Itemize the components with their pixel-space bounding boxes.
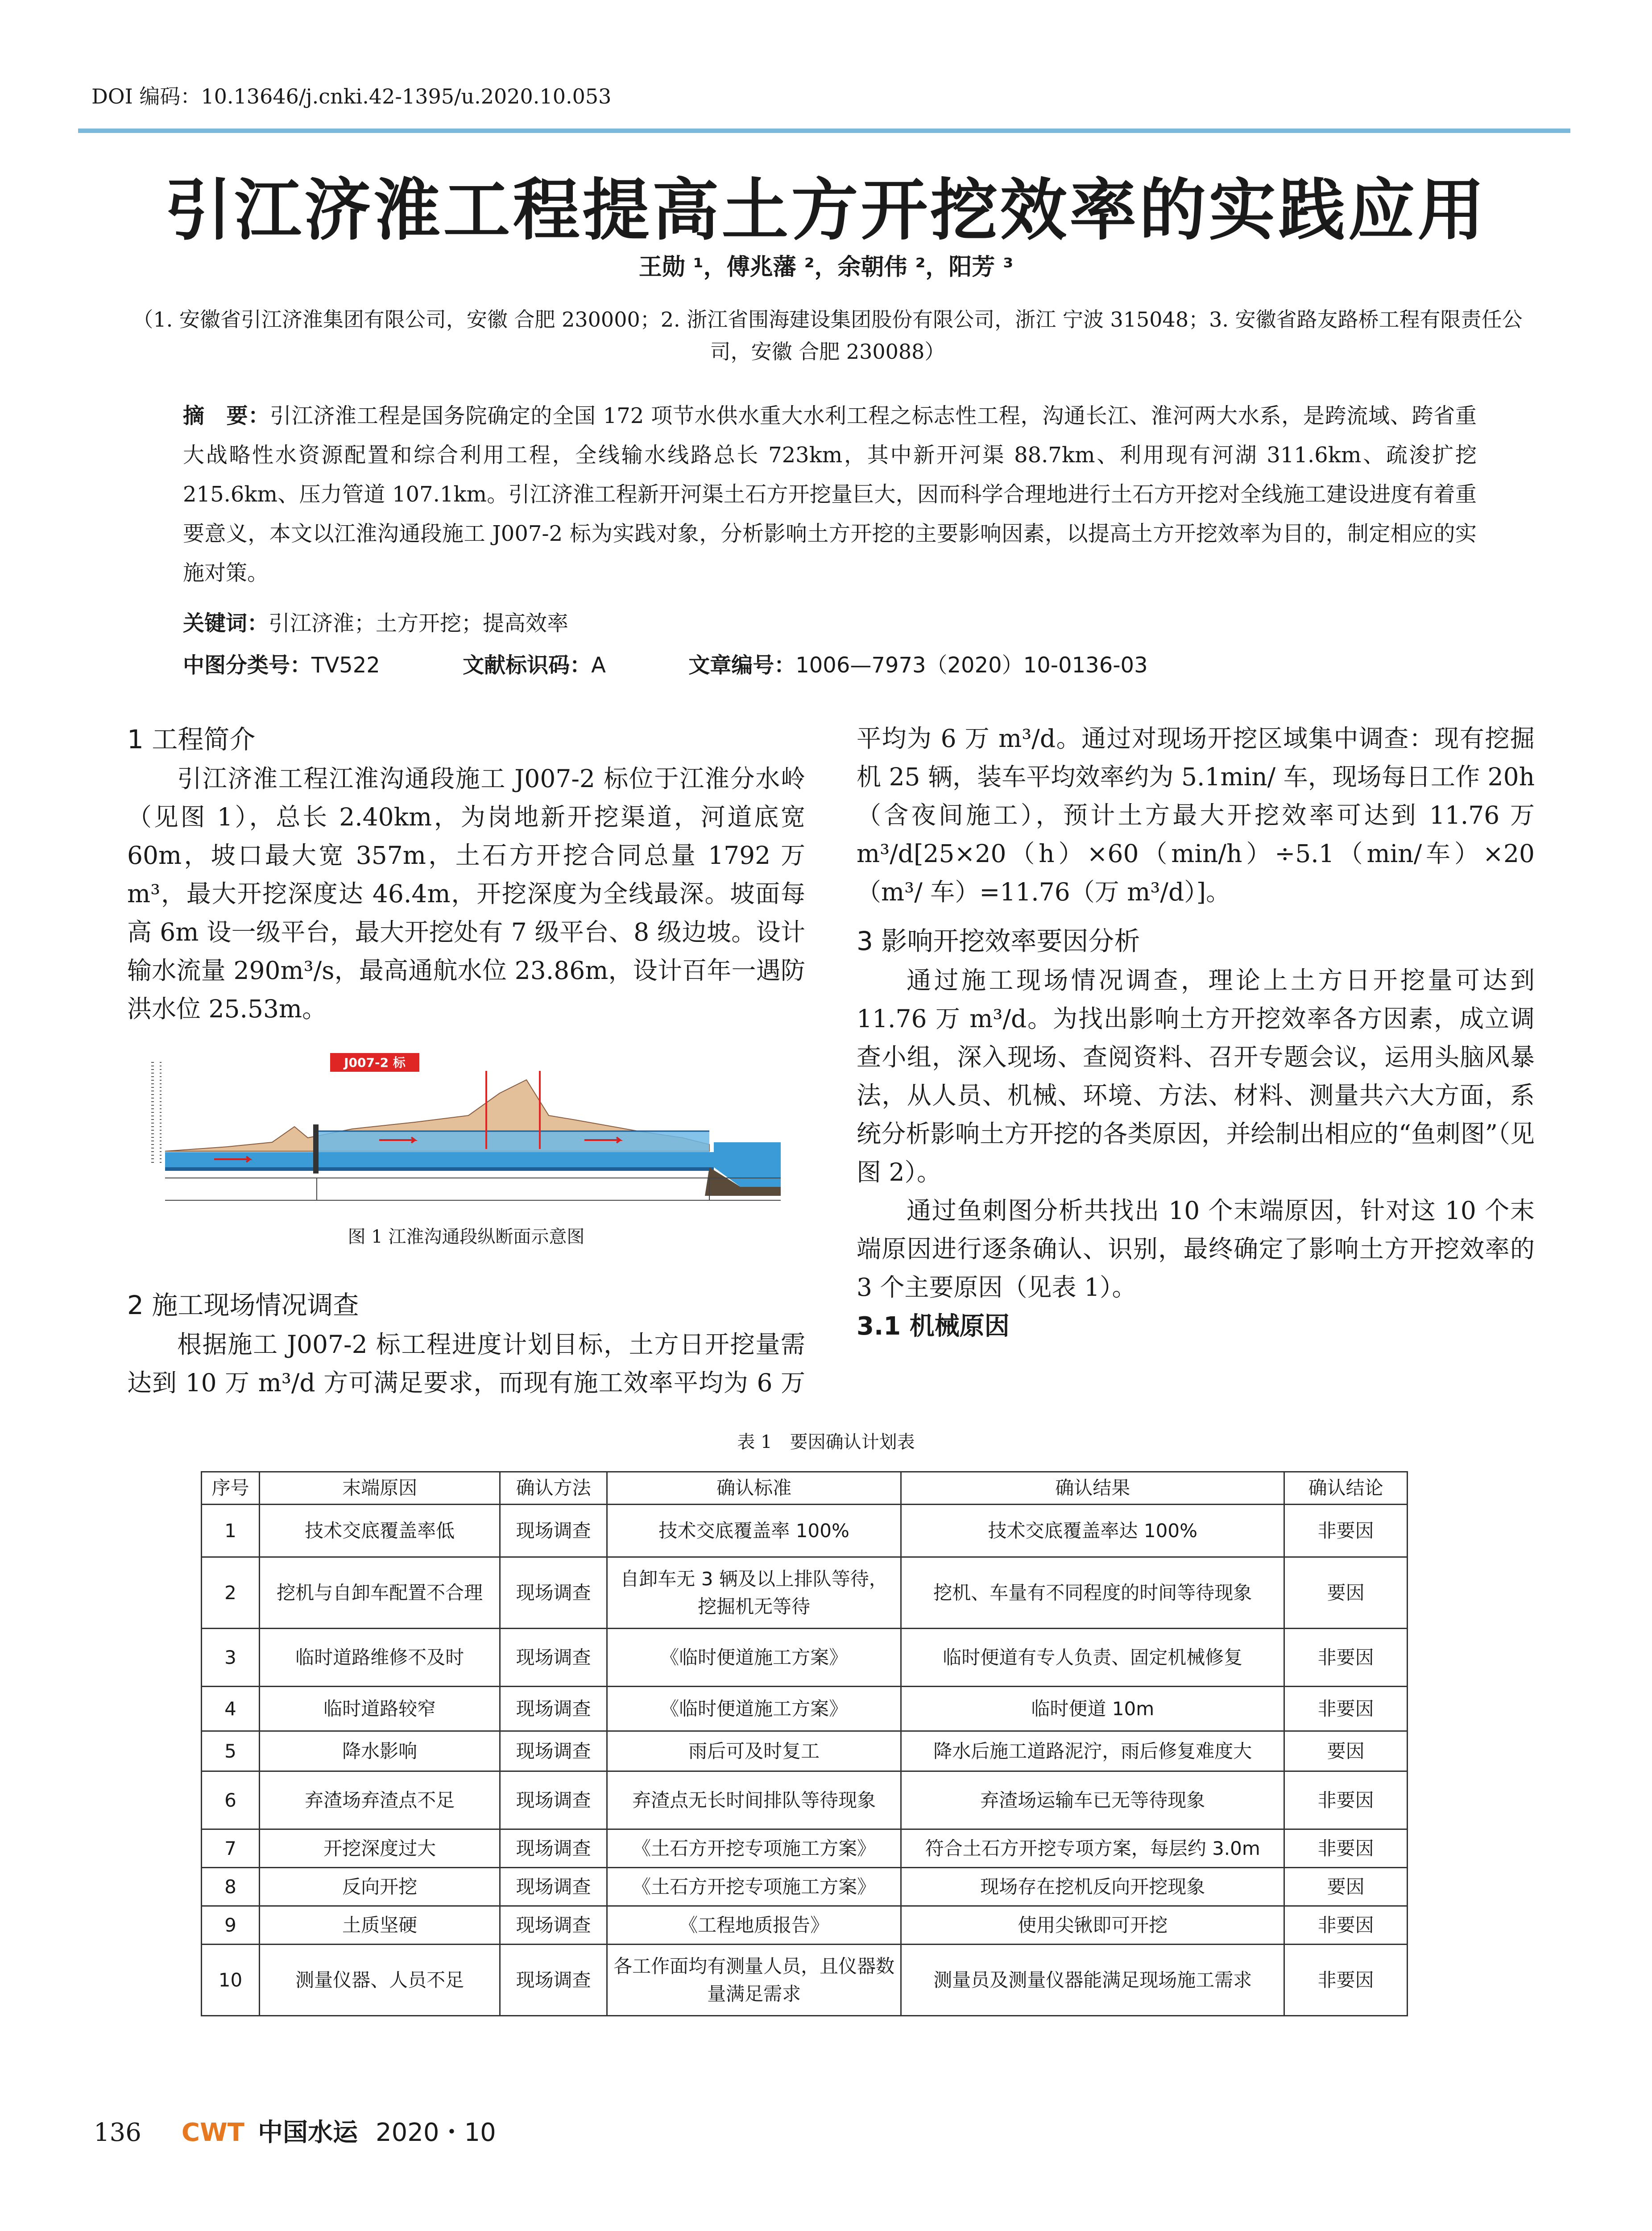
- figure-1-tag: J007-2 标: [344, 1055, 406, 1070]
- right-column: [857, 719, 1535, 1347]
- section-2-paragraph: 根据施工 J007-2 标工程进度计划目标，土方日开挖量需达到 10 万 m³/d 方可满足要求，而现有施工效率平均为 6 万: [127, 1330, 805, 1397]
- th-method: 确认方法: [500, 1472, 607, 1505]
- cell: 临时便道 10m: [901, 1687, 1284, 1731]
- table-row: [202, 1687, 1408, 1731]
- brand-logo: CWT: [181, 2118, 244, 2147]
- article-title: 引江济淮工程提高土方开挖效率的实践应用: [165, 171, 1487, 249]
- article-number-label: 文章编号：: [688, 653, 796, 678]
- cell: 自卸车无 3 辆及以上排队等待，挖掘机无等待: [607, 1557, 901, 1629]
- cell: 非要因: [1284, 1687, 1408, 1731]
- table-1-caption: 表 1 要因确认计划表: [737, 1432, 915, 1452]
- table-row: [202, 1629, 1408, 1687]
- cell: 测量员及测量仪器能满足现场施工需求: [901, 1945, 1284, 2016]
- cell: 8: [202, 1868, 260, 1906]
- cell: 要因: [1284, 1557, 1408, 1629]
- cell: 4: [202, 1687, 260, 1731]
- cell: 雨后可及时复工: [607, 1731, 901, 1771]
- section-2-continuation: 平均为 6 万 m³/d。通过对现场开挖区域集中调查：现有挖掘机 25 辆，装车平均效率约为 5.1min/ 车，现场每日工作 20h（含夜间施工），预计土方最大开挖效率可达到 11.76 万 m³/d[25×20（h）×60（min/h）÷5.1（min/车）×20（m³/ 车）=11.76（万 m³/d）]。: [857, 724, 1535, 906]
- cell: 非要因: [1284, 1505, 1408, 1557]
- cell: 降水后施工道路泥泞，雨后修复难度大: [901, 1731, 1284, 1771]
- cell: 现场调查: [500, 1945, 607, 2016]
- cell: 现场调查: [500, 1731, 607, 1771]
- cell: 符合土石方开挖专项方案，每层约 3.0m: [901, 1829, 1284, 1868]
- table-row: [202, 1906, 1408, 1945]
- figure-1-caption: 图 1 江淮沟通段纵断面示意图: [348, 1227, 585, 1247]
- cell: 《工程地质报告》: [607, 1906, 901, 1945]
- cell: 非要因: [1284, 1629, 1408, 1687]
- th-result: 确认结果: [901, 1472, 1284, 1505]
- abstract: [183, 396, 1477, 593]
- article-number-value: 1006—7973（2020）10-0136-03: [795, 653, 1148, 678]
- cell: 现场调查: [500, 1771, 607, 1829]
- cell: 弃渣场弃渣点不足: [259, 1771, 500, 1829]
- cell: 测量仪器、人员不足: [259, 1945, 500, 2016]
- doi-line: DOI 编码：10.13646/j.cnki.42-1395/u.2020.10.053: [91, 84, 612, 108]
- cell: 临时道路维修不及时: [259, 1629, 500, 1687]
- cell: 非要因: [1284, 1945, 1408, 2016]
- abstract-text: 引江济淮工程是国务院确定的全国 172 项节水供水重大水利工程之标志性工程，沟通长江、淮河两大水系，是跨流域、跨省重大战略性水资源配置和综合利用工程，全线输水线路总长 723km，其中新开河渠 88.7km、利用现有河湖 311.6km、疏浚扩挖 215.6km、压力管道 107.1km。引江济淮工程新开河渠土石方开挖量巨大，因而科学合理地进行土石方开挖对全线施工建设进度有着重要意义，本文以江淮沟通段施工 J007-2 标为实践对象，分析影响土方开挖的主要影响因素，以提高土方开挖效率为目的，制定相应的实施对策。: [183, 403, 1477, 585]
- cell: 现场调查: [500, 1505, 607, 1557]
- header-rule: [78, 129, 1570, 133]
- table-row: [202, 1731, 1408, 1771]
- magazine-name: 中国水运: [257, 2118, 358, 2147]
- authors: 王勋 ¹，傅兆藩 ²，余朝伟 ²，阳芳 ³: [638, 254, 1014, 281]
- section-1-paragraph: 引江济淮工程江淮沟通段施工 J007-2 标位于江淮分水岭（见图 1），总长 2.40km，为岗地新开挖渠道，河道底宽 60m，坡口最大宽 357m，土石方开挖合同总量 1792 万 m³，最大开挖深度达 46.4m，开挖深度为全线最深。坡面每高 6m 设一级平台，最大开挖处有 7 级平台、8 级边坡。设计输水流量 290m³/s，最高通航水位 23.86m，设计百年一遇防洪水位 25.53m。: [127, 764, 805, 1023]
- cell: 现场调查: [500, 1906, 607, 1945]
- cell: 技术交底覆盖率低: [259, 1505, 500, 1557]
- cell: 非要因: [1284, 1771, 1408, 1829]
- cell: 开挖深度过大: [259, 1829, 500, 1868]
- table-header-row: [202, 1472, 1408, 1505]
- doc-label: 文献标识码：: [463, 653, 592, 678]
- cell: 2: [202, 1557, 260, 1629]
- cell: 1: [202, 1505, 260, 1557]
- keywords-label: 关键词：: [183, 611, 269, 636]
- page-footer: [94, 2113, 496, 2148]
- table-1: [201, 1471, 1408, 2016]
- cell: 7: [202, 1829, 260, 1868]
- cell: 要因: [1284, 1731, 1408, 1771]
- cell: 6: [202, 1771, 260, 1829]
- section-3-paragraph-2: 通过鱼刺图分析共找出 10 个末端原因，针对这 10 个末端原因进行逐条确认、识别，最终确定了影响土方开挖效率的 3 个主要原因（见表 1）。: [857, 1196, 1535, 1302]
- doc-value: A: [591, 653, 606, 678]
- cell: 技术交底覆盖率达 100%: [901, 1505, 1284, 1557]
- cell: 要因: [1284, 1868, 1408, 1906]
- cell: 临时道路较窄: [259, 1687, 500, 1731]
- section-3-heading: 3 影响开挖效率要因分析: [857, 926, 1140, 956]
- cell: 现场调查: [500, 1629, 607, 1687]
- clc-label: 中图分类号：: [183, 653, 312, 678]
- cell: 降水影响: [259, 1731, 500, 1771]
- cell: 现场调查: [500, 1829, 607, 1868]
- cell: 非要因: [1284, 1829, 1408, 1868]
- section-1-heading: 1 工程简介: [127, 724, 256, 755]
- left-column-top: [127, 719, 805, 1028]
- cell: 现场存在挖机反向开挖现象: [901, 1868, 1284, 1906]
- page-number: 136: [94, 2118, 141, 2147]
- classification-line: [183, 648, 1477, 679]
- table-row: [202, 1505, 1408, 1557]
- cell: 反向开挖: [259, 1868, 500, 1906]
- cell: 9: [202, 1906, 260, 1945]
- cell: 《临时便道施工方案》: [607, 1687, 901, 1731]
- section-3-1-heading: 3.1 机械原因: [857, 1312, 1010, 1341]
- issue-label: 2020・10: [375, 2118, 496, 2147]
- cell: 弃渣场运输车已无等待现象: [901, 1771, 1284, 1829]
- table-row: [202, 1868, 1408, 1906]
- cell: 非要因: [1284, 1906, 1408, 1945]
- table-row: [202, 1829, 1408, 1868]
- table-row: [202, 1771, 1408, 1829]
- cell: 现场调查: [500, 1868, 607, 1906]
- cell: 土质坚硬: [259, 1906, 500, 1945]
- cell: 各工作面均有测量人员，且仪器数量满足需求: [607, 1945, 901, 2016]
- th-conclusion: 确认结论: [1284, 1472, 1408, 1505]
- cell: 5: [202, 1731, 260, 1771]
- cell: 10: [202, 1945, 260, 2016]
- section-3-paragraph-1: 通过施工现场情况调查，理论上土方日开挖量可达到 11.76 万 m³/d。为找出影响土方开挖效率各方因素，成立调查小组，深入现场、查阅资料、召开专题会议，运用头脑风暴法，从人员、机械、环境、方法、材料、测量共六大方面，系统分析影响土方开挖的各类原因，并绘制出相应的“鱼刺图”（见图 2）。: [857, 966, 1535, 1186]
- abstract-label: 摘 要：: [183, 403, 270, 428]
- cell: 现场调查: [500, 1557, 607, 1629]
- clc-value: TV522: [311, 653, 380, 678]
- cell: 《临时便道施工方案》: [607, 1629, 901, 1687]
- cell: 临时便道有专人负责、固定机械修复: [901, 1629, 1284, 1687]
- cell: 《土石方开挖专项施工方案》: [607, 1829, 901, 1868]
- figure-1-longitudinal-section: [147, 1053, 781, 1218]
- th-standard: 确认标准: [607, 1472, 901, 1505]
- keywords-text: 引江济淮；土方开挖；提高效率: [269, 611, 569, 636]
- left-column-bottom: [127, 1285, 805, 1402]
- affiliations: （1. 安徽省引江济淮集团有限公司，安徽 合肥 230000；2. 浙江省围海建设集团股份有限公司，浙江 宁波 315048；3. 安徽省路友路桥工程有限责任公司，安徽 合肥 230088）: [132, 307, 1523, 364]
- cell: 使用尖锹即可开挖: [901, 1906, 1284, 1945]
- cell: 现场调查: [500, 1687, 607, 1731]
- table-row: [202, 1945, 1408, 2016]
- cell: 技术交底覆盖率 100%: [607, 1505, 901, 1557]
- cell: 弃渣点无长时间排队等待现象: [607, 1771, 901, 1829]
- cell: 3: [202, 1629, 260, 1687]
- section-2-heading: 2 施工现场情况调查: [127, 1290, 359, 1320]
- cell: 《土石方开挖专项施工方案》: [607, 1868, 901, 1906]
- th-no: 序号: [202, 1472, 260, 1505]
- cell: 挖机与自卸车配置不合理: [259, 1557, 500, 1629]
- keywords: [183, 606, 568, 637]
- cell: 挖机、车量有不同程度的时间等待现象: [901, 1557, 1284, 1629]
- th-cause: 末端原因: [259, 1472, 500, 1505]
- table-row: [202, 1557, 1408, 1629]
